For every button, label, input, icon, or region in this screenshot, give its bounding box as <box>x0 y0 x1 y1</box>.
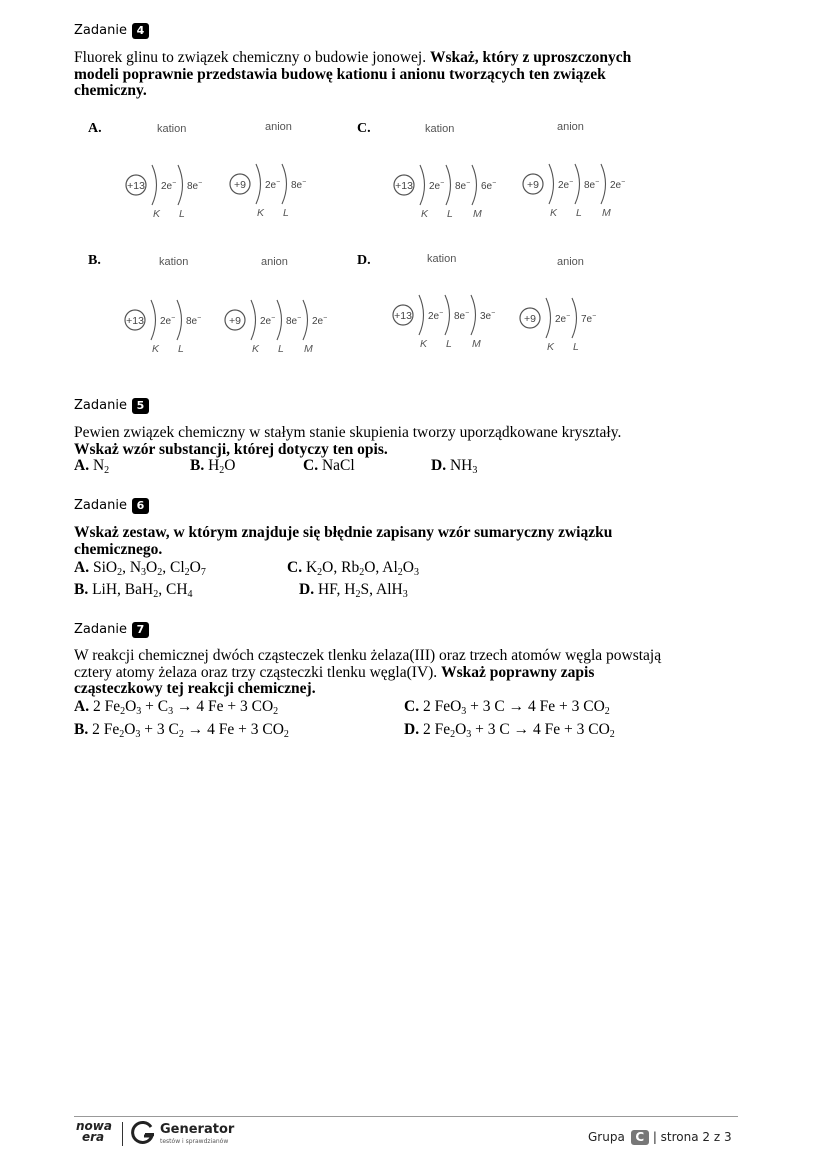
option-d-kation-caption: kation <box>427 253 457 265</box>
task-6-options-row2 <box>74 581 574 601</box>
shell-electron-count: 8e− <box>186 315 202 327</box>
electron-shell-arc <box>151 300 156 340</box>
shell-name: K <box>257 207 265 219</box>
task-number-badge: 6 <box>132 498 149 514</box>
group-badge: C <box>631 1130 649 1145</box>
shell-electron-count: 8e− <box>291 179 307 191</box>
option-a-label[interactable]: A. <box>88 121 102 136</box>
shell-electron-count: 8e− <box>286 315 302 327</box>
electron-shell-arc <box>303 300 308 340</box>
nucleus-charge: +13 <box>126 315 144 327</box>
shell-electron-count: 8e− <box>187 180 203 192</box>
task-5-option-c[interactable]: C. NaCl <box>303 457 355 474</box>
task-6-text-bold: Wskaż zestaw, w którym znajduje się błędnie zapisany wzór sumaryczny związku chemicznego. <box>74 524 613 558</box>
shell-electron-count: 8e− <box>584 179 600 191</box>
option-b-kation-caption: kation <box>159 256 189 268</box>
nucleus-charge: +9 <box>229 315 241 327</box>
task-5-text <box>74 425 714 458</box>
shell-name: L <box>573 341 579 353</box>
shell-name: K <box>421 208 429 220</box>
task-label: Zadanie <box>74 398 127 413</box>
shell-electron-count: 2e− <box>558 179 574 191</box>
task-7-option-a[interactable]: A. 2 $Fe_2O_3 + C_3 \to 4$ Fe + 3 $CO_2$ <box>74 698 279 717</box>
shell-electron-count: 2e− <box>429 180 445 192</box>
generator-logo-text: Generator <box>160 1122 235 1137</box>
task-label: Zadanie <box>74 498 127 513</box>
shell-electron-count: 3e− <box>480 310 496 322</box>
nucleus-charge: +13 <box>394 310 412 322</box>
option-c-anion-caption: anion <box>557 121 584 133</box>
task-5-option-d[interactable]: D. $NH_3$ <box>431 457 478 476</box>
task-label: Zadanie <box>74 622 127 637</box>
shell-name: K <box>252 343 260 355</box>
nucleus-charge: +9 <box>524 313 536 325</box>
shell-electron-count: 2e− <box>610 179 626 191</box>
shell-name: M <box>304 343 313 355</box>
task-7-text-bold: Wskaż poprawny zapis cząsteczkowy tej reakcji chemicznej. <box>74 663 595 697</box>
task-5-text-plain: Pewien związek chemiczny w stałym stanie skupienia tworzy uporządkowane kryształy. <box>74 424 622 441</box>
atom-model-b-cation <box>125 300 201 355</box>
shell-electron-count: 2e− <box>555 313 571 325</box>
electron-shell-arc <box>420 165 425 205</box>
electron-shell-arc <box>572 298 577 338</box>
task-5-header <box>74 397 149 415</box>
option-b-anion-caption: anion <box>261 256 288 268</box>
task-5-options <box>74 457 574 477</box>
task-7-header <box>74 621 149 639</box>
electron-shell-arc <box>277 300 282 340</box>
shell-electron-count: 2e− <box>265 179 281 191</box>
shell-electron-count: 2e− <box>260 315 276 327</box>
option-a-anion-caption: anion <box>265 121 292 133</box>
nowa-era-logo: nowa era <box>76 1119 112 1144</box>
task-4-text-plain: Fluorek glinu to związek chemiczny o budowie jonowej. <box>74 49 430 66</box>
task-number-badge: 7 <box>132 622 149 638</box>
task-5-option-a[interactable]: A. $N_2$ <box>74 457 110 476</box>
task-6-option-c[interactable]: C. $K_2O$, $Rb_2O$, $Al_2O_3$ <box>287 559 419 578</box>
group-label: Grupa <box>588 1130 625 1144</box>
option-c-label[interactable]: C. <box>357 121 371 136</box>
footer-divider <box>74 1116 738 1117</box>
task-7-option-c[interactable]: C. 2 FeO$_3$ + 3 C → 4 Fe + 3 $CO_2$ <box>404 698 610 717</box>
electron-shell-arc <box>256 164 261 204</box>
electron-shell-arc <box>177 300 182 340</box>
electron-shell-arc <box>549 164 554 204</box>
task-label: Zadanie <box>74 23 127 38</box>
atom-model-d-cation <box>393 295 495 350</box>
electron-shell-arc <box>472 165 477 205</box>
option-d-label[interactable]: D. <box>357 253 371 268</box>
shell-electron-count: 7e− <box>581 313 597 325</box>
electron-shell-arc <box>445 295 450 335</box>
electron-shell-arc <box>446 165 451 205</box>
nucleus-charge: +9 <box>527 179 539 191</box>
nucleus-charge: +13 <box>127 180 145 192</box>
task-7-text <box>74 648 674 698</box>
task-6-header <box>74 497 149 515</box>
task-number-badge: 4 <box>132 23 149 39</box>
task-4-text-bold: Wskaż, który z uproszczonych modeli poprawnie przedstawia budowę kationu i anionu tworzących ten związek chemiczny. <box>74 49 632 99</box>
task-7-options-row1 <box>74 698 714 718</box>
task-5-text-bold: Wskaż wzór substancji, której dotyczy ten opis. <box>74 440 388 458</box>
shell-electron-count: 2e− <box>428 310 444 322</box>
electron-shell-arc <box>251 300 256 340</box>
shell-name: L <box>576 207 582 219</box>
shell-name: L <box>178 343 184 355</box>
atom-models-diagram <box>0 0 828 380</box>
electron-shell-arc <box>419 295 424 335</box>
footer-logo-separator <box>122 1122 123 1146</box>
shell-name: K <box>153 208 161 220</box>
option-b-label[interactable]: B. <box>88 253 101 268</box>
shell-electron-count: 8e− <box>455 180 471 192</box>
shell-name: L <box>446 338 452 350</box>
shell-name: K <box>420 338 428 350</box>
task-6-option-d[interactable]: D. HF, $H_2S$, AlH$_3$ <box>299 581 408 600</box>
electron-shell-arc <box>152 165 157 205</box>
task-6-option-b[interactable]: B. LiH, BaH$_2$, $CH_4$ <box>74 581 193 600</box>
atom-model-c-anion <box>523 164 625 219</box>
atom-model-a-anion <box>230 164 306 219</box>
shell-name: K <box>547 341 555 353</box>
task-6-option-a[interactable]: A. SiO$_2$, $N_3O_2$, $Cl_2O_7$ <box>74 559 206 578</box>
option-d-anion-caption: anion <box>557 256 584 268</box>
shell-electron-count: 2e− <box>161 180 177 192</box>
atom-model-b-anion <box>225 300 327 355</box>
shell-name: M <box>473 208 482 220</box>
electron-shell-arc <box>601 164 606 204</box>
generator-g-icon <box>130 1120 156 1146</box>
option-a-kation-caption: kation <box>157 123 187 135</box>
shell-name: L <box>283 207 289 219</box>
generator-logo-subtext: testów i sprawdzianów <box>160 1138 229 1145</box>
task-7-options-row2 <box>74 721 714 741</box>
footer-page-info <box>588 1130 732 1145</box>
shell-name: L <box>447 208 453 220</box>
shell-name: K <box>152 343 160 355</box>
shell-electron-count: 6e− <box>481 180 497 192</box>
electron-shell-arc <box>546 298 551 338</box>
shell-electron-count: 2e− <box>312 315 328 327</box>
task-5-option-b[interactable]: B. $H_2O$ <box>190 457 236 476</box>
task-7-text-plain: W reakcji chemicznej dwóch cząsteczek tlenku żelaza(III) oraz trzech atomów węgla powstają cztery atomy żelaza oraz trzy cząsteczki tlenku węgla(IV). <box>74 647 662 681</box>
electron-shell-arc <box>178 165 183 205</box>
task-7-option-d[interactable]: D. 2 $Fe_2O_3 + 3$ C → 4 Fe + 3 $CO_2$ <box>404 721 615 740</box>
shell-name: M <box>602 207 611 219</box>
task-number-badge: 5 <box>132 398 149 414</box>
nucleus-charge: +13 <box>395 180 413 192</box>
shell-name: M <box>472 338 481 350</box>
shell-name: K <box>550 207 558 219</box>
shell-name: L <box>278 343 284 355</box>
atom-model-d-anion <box>520 298 596 353</box>
shell-name: L <box>179 208 185 220</box>
shell-electron-count: 2e− <box>160 315 176 327</box>
task-7-option-b[interactable]: B. 2 $Fe_2O_3 + 3$ $C_2 \to 4$ Fe + 3 $CO_2$ <box>74 721 289 740</box>
electron-shell-arc <box>575 164 580 204</box>
atom-model-a-cation <box>126 165 202 220</box>
page-number: | strona 2 z 3 <box>652 1130 732 1144</box>
shell-electron-count: 8e− <box>454 310 470 322</box>
electron-shell-arc <box>282 164 287 204</box>
atom-model-c-cation <box>394 165 496 220</box>
electron-shell-arc <box>471 295 476 335</box>
nucleus-charge: +9 <box>234 179 246 191</box>
task-6-options-row1 <box>74 559 574 579</box>
option-c-kation-caption: kation <box>425 123 455 135</box>
